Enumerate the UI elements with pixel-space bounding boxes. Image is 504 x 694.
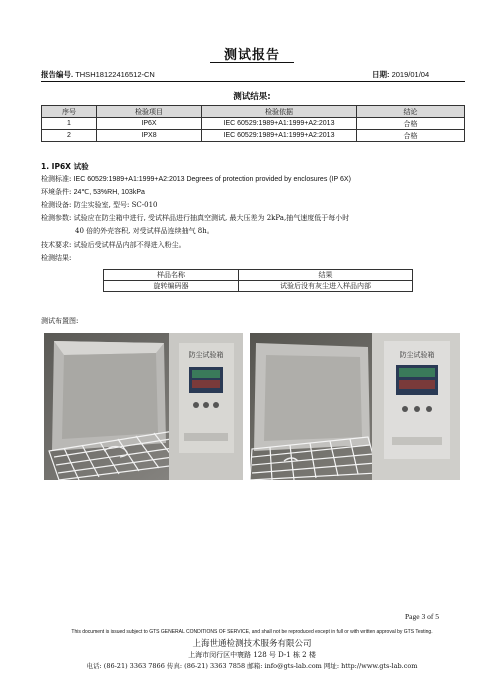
layout-photo-label: 测试布置图: bbox=[41, 317, 79, 325]
requirement-line bbox=[41, 240, 186, 250]
table-cell: 2 bbox=[42, 130, 97, 142]
results-header-row bbox=[42, 106, 465, 118]
table-cell: IEC 60529:1989+A1:1999+A2:2013 bbox=[202, 118, 357, 130]
table-cell: 合格 bbox=[357, 130, 465, 142]
report-number-value: THSH18122416512-CN bbox=[75, 70, 155, 79]
requirement-label: 技术要求: bbox=[41, 241, 72, 249]
device-label: 检测设备: bbox=[41, 201, 72, 209]
params-line bbox=[41, 213, 349, 223]
table-cell: 合格 bbox=[357, 118, 465, 130]
results-title: 测试结果: bbox=[233, 92, 271, 102]
report-number-label: 报告编号. bbox=[41, 70, 74, 79]
environment-value: 24℃, 53%RH, 103kPa bbox=[73, 189, 145, 196]
environment-label: 环境条件: bbox=[41, 188, 72, 196]
standard-value: IEC 60529:1989+A1:1999+A2:2013 Degrees of protection provided by enclosures (IP 6X) bbox=[73, 176, 351, 183]
table-cell: 试验后没有灰尘进入样品内部 bbox=[239, 281, 413, 292]
report-title: 测试报告 bbox=[223, 48, 280, 63]
chamber-panel-label: 防尘试验箱 bbox=[399, 351, 435, 359]
sample-table bbox=[103, 269, 413, 292]
footer-contact: 电话: (86-21) 3363 7866 传真: (86-21) 3363 7858 邮箱: info@gts-lab.com 网址: http://www.gts-lab.com bbox=[86, 662, 418, 670]
report-date-label: 日期: bbox=[372, 70, 390, 79]
footer-disclaimer: This document is issued subject to GTS GENERAL CONDITIONS OF SERVICE, and shall not be reproduced except in full or with written approval by GTS Testing. bbox=[71, 629, 433, 635]
sample-header-row bbox=[104, 270, 413, 281]
footer-address: 上海市闵行区中寰路 128 号 D-1 栋 2 楼 bbox=[188, 651, 316, 659]
chamber-panel-label: 防尘试验箱 bbox=[188, 351, 224, 359]
table-cell: 1 bbox=[42, 118, 97, 130]
table-row bbox=[42, 118, 465, 130]
results-header-cell: 序号 bbox=[42, 106, 97, 118]
requirement-value: 试验后受试样品内部不得进入粉尘。 bbox=[73, 241, 186, 249]
table-cell: IEC 60529:1989+A1:1999+A2:2013 bbox=[202, 130, 357, 142]
test-photo-left bbox=[44, 333, 243, 480]
sample-header-cell: 结果 bbox=[239, 270, 413, 281]
results-header-cell: 检验项目 bbox=[97, 106, 202, 118]
table-cell: IPX8 bbox=[97, 130, 202, 142]
dust-chamber-photo bbox=[250, 333, 460, 480]
environment-line bbox=[41, 187, 145, 198]
params-value: 试验应在防尘箱中进行, 受试样品进行抽真空测试, 最大压差为 2kPa,抽气速度低于每小时 bbox=[73, 214, 350, 222]
params-line-2: 40 倍的外壳容积, 对受试样品连续抽气 8h。 bbox=[75, 227, 214, 235]
standard-label: 检测标准: bbox=[41, 175, 72, 183]
results-header-cell: 检验依据 bbox=[202, 106, 357, 118]
results-table bbox=[41, 105, 465, 142]
table-cell: IP6X bbox=[97, 118, 202, 130]
test-photo-right bbox=[250, 333, 460, 480]
page-number: Page 3 of 5 bbox=[405, 612, 439, 621]
table-row bbox=[104, 281, 413, 292]
section-heading: 1. IP6X 试验 bbox=[41, 162, 89, 171]
report-number bbox=[41, 69, 155, 80]
device-line bbox=[41, 200, 158, 210]
standard-line bbox=[41, 174, 351, 185]
report-date-value: 2019/01/04 bbox=[391, 70, 430, 79]
footer-company: 上海世通检测技术服务有限公司 bbox=[192, 639, 312, 649]
report-date bbox=[372, 69, 429, 80]
sample-header-cell: 样品名称 bbox=[104, 270, 239, 281]
params-label: 检测参数: bbox=[41, 214, 72, 222]
result-label: 检测结果: bbox=[41, 254, 72, 262]
header-divider bbox=[41, 81, 465, 82]
table-cell: 旋转编码器 bbox=[104, 281, 239, 292]
dust-chamber-photo bbox=[44, 333, 243, 480]
results-header-cell: 结论 bbox=[357, 106, 465, 118]
table-row bbox=[42, 130, 465, 142]
title-underline bbox=[210, 62, 294, 63]
device-value: 防尘实验室, 型号: SC-010 bbox=[73, 201, 158, 209]
